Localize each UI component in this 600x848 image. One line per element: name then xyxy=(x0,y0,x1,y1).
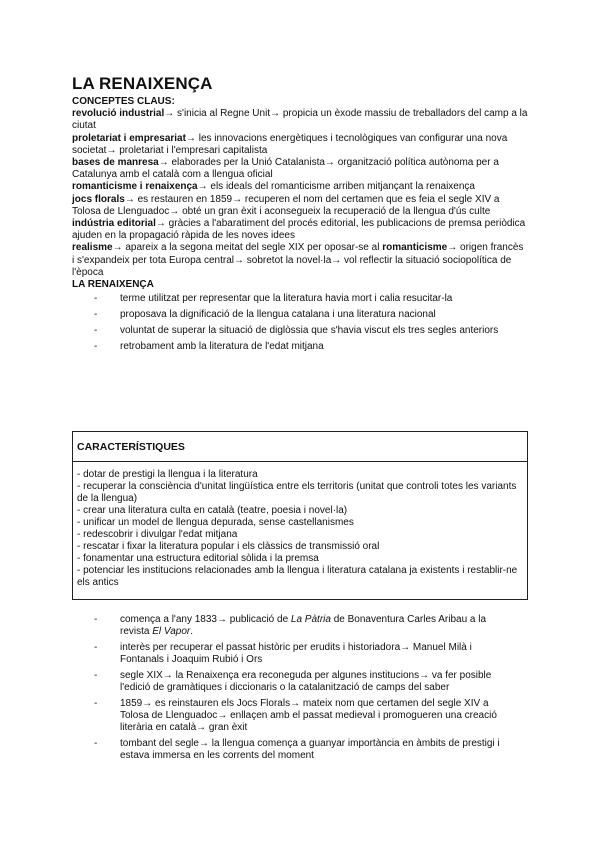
list-item: - retrobament amb la literatura de l'edat mitjana xyxy=(120,341,528,353)
concept-item xyxy=(72,133,528,157)
concept-text: → les innovacions energètiques i tecnològiques van configurar una nova societat→ proletariat i l'empresari capitalista xyxy=(72,132,508,156)
box-item: - potenciar les institucions relacionades amb la llengua i literatura catalana ja existents i restablir-ne els antics xyxy=(77,565,518,588)
work-title: El Vapor xyxy=(152,626,191,638)
history-text: de Bonaventura Carles Aribau a la revista xyxy=(120,614,487,638)
concept-text: → s'inicia al Regne Unit→ propicia un èxode massiu de treballadors del camp a la ciutat xyxy=(72,108,528,132)
concept-term: realisme xyxy=(72,242,113,254)
list-item: - terme utilitzat per representar que la literatura havia mort i calia resucitar-la xyxy=(120,293,528,305)
concept-term-inline: romanticisme xyxy=(382,242,448,254)
concept-item xyxy=(72,181,528,193)
concept-item xyxy=(72,108,528,132)
concept-text: → apareix a la segona meitat del segle XIX per oposar-se al xyxy=(112,242,383,254)
concept-term: proletariat i empresariat xyxy=(72,132,186,144)
box-item: - dotar de prestigi la llengua i la literatura xyxy=(77,469,258,480)
concept-term: bases de manresa xyxy=(72,157,159,169)
concept-item xyxy=(72,157,528,181)
list-item: - proposava la dignificació de la llengua catalana i una literatura nacional xyxy=(120,309,528,321)
concept-item xyxy=(72,242,528,279)
history-section xyxy=(72,612,528,766)
list-item: - voluntat de superar la situació de diglòssia que s'havia viscut els tres segles anteriors xyxy=(120,325,528,337)
concept-term: revolució industrial xyxy=(72,108,165,120)
document-body xyxy=(72,74,528,356)
list-item: - 1859→ es reinstauren els Jocs Florals→ mateix nom que certamen del segle XIV a Tolosa de Llenguadoc→ enllaçen amb el passat medieval i promogueren una creació literària en català→ gran èxit xyxy=(120,698,528,735)
section-heading-renaixenca: LA RENAIXENÇA xyxy=(72,279,154,291)
work-title: La Pàtria xyxy=(290,614,331,625)
box-item: - redescobrir i divulgar l'edat mitjana xyxy=(77,529,238,540)
characteristics-box xyxy=(72,431,528,600)
concept-item xyxy=(72,194,528,218)
renaixenca-list xyxy=(72,293,528,353)
page-title: LA RENAIXENÇA xyxy=(72,74,213,93)
concept-term: indústria editorial xyxy=(72,218,156,230)
history-text: comença a l'any 1833→ publicació de xyxy=(120,614,291,625)
box-body xyxy=(73,462,527,599)
list-item: - tombant del segle→ la llengua comença a guanyar importància en àmbits de prestigi i estava immersa en les corrents del moment xyxy=(120,738,528,762)
concept-text: → es restauren en 1859→ recuperen el nom del certamen que es feia el segle XIV a Tolosa de Llenguadoc→ obté un gran èxit i aconsegueix la recuperació de la llengua d'ús culte xyxy=(72,193,500,217)
concept-item xyxy=(72,218,528,242)
box-item: - crear una literatura culta en català (teatre, poesia i novel·la) xyxy=(77,505,348,516)
box-item: - recuperar la consciència d'unitat lingüística entre els territoris (unitat que controli totes les variants de la llengua) xyxy=(77,481,517,504)
history-text: . xyxy=(190,626,193,638)
concept-text: → origen francès i s'expandeix per tota Europa central→ sobretot la novel·la→ vol reflectir la situació sociopolítica de l'època xyxy=(72,242,524,278)
list-item xyxy=(120,614,528,638)
concept-term: romanticisme i renaixença xyxy=(72,181,198,193)
concepts-heading: CONCEPTES CLAUS: xyxy=(72,96,175,107)
box-item: - fonamentar una estructura editorial sòlida i la premsa xyxy=(77,553,319,564)
list-item: - segle XIX→ la Renaixença era reconeguda per algunes institucions→ va fer posible l'edició de gramàtiques i diccionaris o la catalanització de camps del saber xyxy=(120,670,528,694)
concept-text: → elaborades per la Unió Catalanista→ organització política autònoma per a Catalunya amb el català com a llengua oficial xyxy=(72,157,499,181)
history-list xyxy=(72,614,528,763)
concept-term: jocs florals xyxy=(72,193,125,205)
concept-text: → gràcies a l'abaratiment del procés editorial, les publicacions de premsa periòdica ajuden en la propagació ràpida de les noves idees xyxy=(72,218,526,242)
box-heading: CARACTERÍSTIQUES xyxy=(73,432,527,462)
box-item: - unificar un model de llengua depurada, sense castellanismes xyxy=(77,517,354,528)
box-item: - rescatar i fixar la literatura popular i els clàssics de transmissió oral xyxy=(77,541,380,552)
concept-text: → els ideals del romanticisme arriben mitjançant la renaixença xyxy=(197,181,475,193)
list-item: - interès per recuperar el passat històric per erudits i historiadora→ Manuel Milà i Fontanals i Joaquim Rubió i Ors xyxy=(120,642,528,666)
